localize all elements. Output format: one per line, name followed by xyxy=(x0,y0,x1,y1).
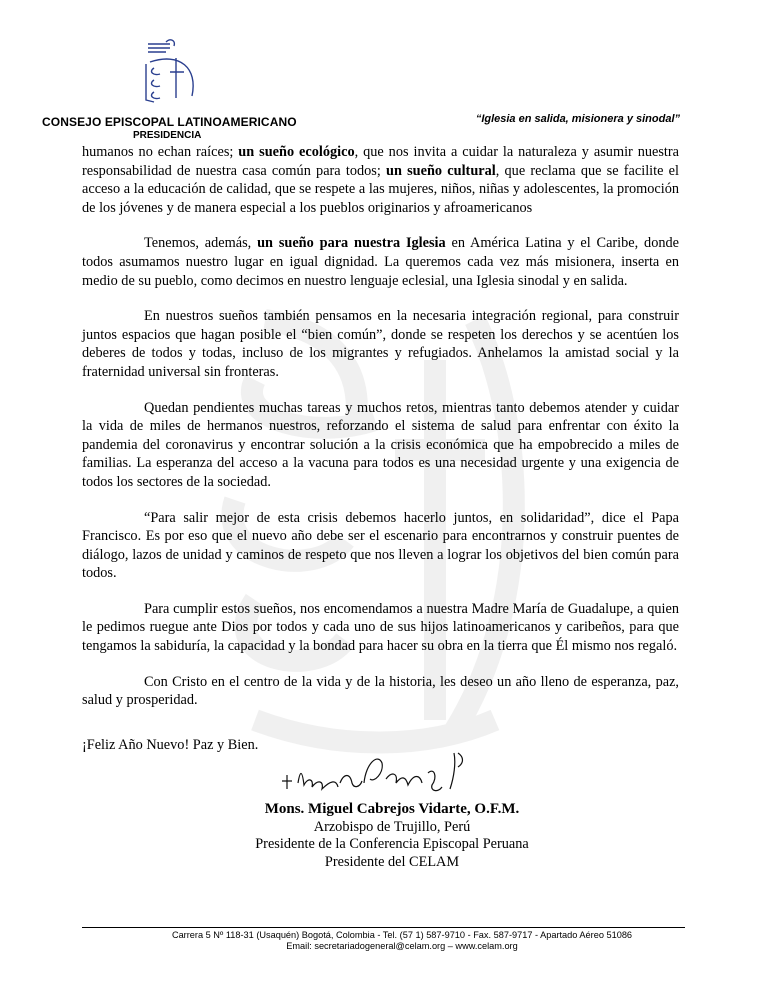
paragraph-7: Con Cristo en el centro de la vida y de la historia, les deseo un año lleno de esperanza, paz, salud y prosperidad. xyxy=(82,673,679,709)
signer-title-3: Presidente del CELAM xyxy=(324,853,460,870)
signer-title-2: Presidente de la Conferencia Episcopal Peruana xyxy=(255,836,529,852)
signer-name: Mons. Miguel Cabrejos Vidarte, O.F.M. xyxy=(264,801,520,817)
closing-greeting: ¡Feliz Año Nuevo! Paz y Bien. xyxy=(82,737,259,753)
signer-block xyxy=(82,801,702,871)
motto: “Iglesia en salida, misionera y sinodal” xyxy=(475,113,680,125)
division-label: PRESIDENCIA xyxy=(133,130,202,141)
footer-contact: Email: secretariadogeneral@celam.org – www.celam.org xyxy=(286,941,518,951)
paragraph-5: “Para salir mejor de esta crisis debemos hacerlo juntos, en solidaridad”, dice el Papa Francisco. Es por eso que el nuevo año debe ser el escenario para encontrarnos y construir puentes de diálogo, lazos de unidad y caminos de respeto que nos lleven a lograr los objetivos del bien común para todos. xyxy=(82,509,679,582)
footer-address: Carrera 5 Nº 118-31 (Usaquén) Bogotá, Colombia - Tel. (57 1) 587-9710 - Fax. 587-9717 - Apartado Aéreo 51086 xyxy=(171,930,633,940)
paragraph-4: Quedan pendientes muchas tareas y muchos retos, mientras tanto debemos atender y cuidar la vida de miles de hermanos nuestros, reforzando el sistema de salud para enfrentar con éxito la pandemia del coronavirus y encontrar solución a la crisis económica que ha empobrecido a miles de familias. La esperanza del acceso a la vacuna para todos es una necesidad urgente y una exigencia de todos los sectores de la sociedad. xyxy=(82,399,679,490)
handwritten-signature xyxy=(278,743,468,803)
organization-name: CONSEJO EPISCOPAL LATINOAMERICANO xyxy=(42,115,297,129)
paragraph-2: Tenemos, además, un sueño para nuestra Iglesia en América Latina y el Caribe, donde todos asumamos nuestro lugar en igual dignidad. La queremos cada vez más misionera, inserta en medio de su pueblo, como decimos en nuestro lenguaje eclesial, una Iglesia sinodal y en salida. xyxy=(82,235,679,289)
paragraph-1: humanos no echan raíces; un sueño ecológico, que nos invita a cuidar la naturaleza y asumir nuestra responsabilidad de nuestra casa común para todos; un sueño cultural, que reclama que se facilite el acceso a la educación de calidad, que se respete a las mujeres, niños, niñas y adolescentes, la promoción de los jóvenes y de manera especial a los pueblos originarios y afroamericanos xyxy=(82,144,680,216)
paragraph-6: Para cumplir estos sueños, nos encomendamos a nuestra Madre María de Guadalupe, a quien le pedimos ruegue ante Dios por todos y cada uno de sus hijos latinoamericanos y caribeños, para que tengamos la sabiduría, la capacidad y la bondad para hacer su obra en la tierra que Él mismo nos regaló. xyxy=(82,600,679,655)
letter-body xyxy=(82,143,679,727)
paragraph-3: En nuestros sueños también pensamos en la necesaria integración regional, para construir juntos espacios que hagan posible el “bien común”, donde se respeten los derechos y se acentúen los deberes de todos y todas, incluso de los migrantes y refugiados. Anhelamos la amistad social y la fraternidad universal sin fronteras. xyxy=(82,308,679,380)
signer-title-1: Arzobispo de Trujillo, Perú xyxy=(313,818,471,835)
footer-divider xyxy=(82,927,685,928)
footer xyxy=(82,930,722,952)
celam-logo-icon xyxy=(140,38,208,106)
